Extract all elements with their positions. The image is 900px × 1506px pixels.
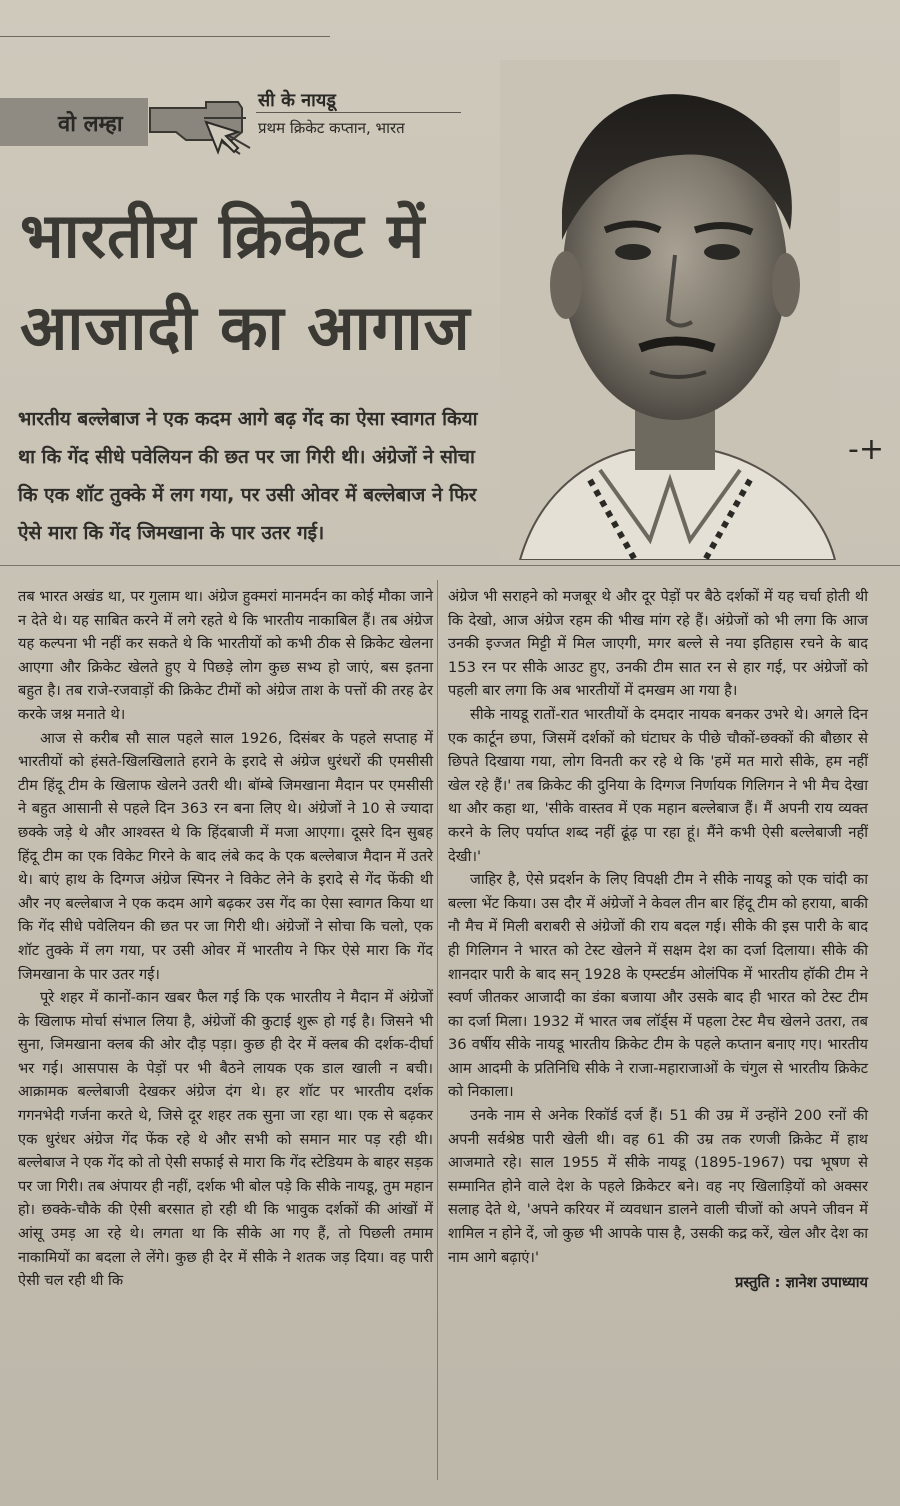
byline-role: प्रथम क्रिकेट कप्तान, भारत — [258, 119, 405, 137]
paragraph: सीके नायडू रातों-रात भारतीयों के दमदार नायक बनकर उभरे थे। अगले दिन एक कार्टून छपा, जिसमें दर्शकों को घंटाघर के पीछे चौकों-छक्कों की बौछार से छिपते दिखाया गया, लोग विनती कर रहे थे कि 'हमें मत मारो सीके, हम नहीं खेल रहे हैं।' तब क्रिकेट की दुनिया के दिग्गज निर्णायक गिलिगन ने भी मैच देखा था और कहा था, 'सीके वास्तव में एक महान बल्लेबाज हैं। मैं अपनी राय व्यक्त करने के लिए पर्याप्त शब्द नहीं ढूंढ़ पा रहा हूं। मैंने कभी ऐसी बल्लेबाजी नहीं देखी।' — [448, 705, 868, 865]
byline-rule — [256, 112, 461, 113]
standfirst: भारतीय बल्लेबाज ने एक कदम आगे बढ़ गेंद का ऐसा स्वागत किया था कि गेंद सीधे पवेलियन की छत पर जा गिरी थी। अंग्रेजों ने सोचा कि एक शॉट तुक्के में लग गया, पर उसी ओवर में बल्लेबाज ने फिर ऐसे मारा कि गेंद जिमखाना के पार उतर गई। — [18, 408, 478, 544]
top-rule — [0, 36, 330, 37]
headline — [20, 190, 540, 374]
byline-name: सी के नायडू — [258, 90, 336, 111]
body-column-left — [18, 585, 433, 1293]
body-column-right — [448, 585, 868, 1295]
column-tag-label: वो लम्हा — [58, 112, 123, 137]
paragraph: जाहिर है, ऐसे प्रदर्शन के लिए विपक्षी टीम ने सीके नायडू को एक चांदी का बल्ला भेंट किया। उस दौर में अंग्रेजों ने केवल तीन बार हिंदू टीम को हराया, बाकी नौ मैच में मिली बराबरी से अंग्रेजों की राय बदल गई। सीके की इस पारी के बाद ही गिलिगन ने भारत को टेस्ट खेलने में सक्षम देश का दर्जा दिलाया। सीके की शानदार पारी के बाद सन् 1928 के एम्स्टर्डम ओलंपिक में भारतीय हॉकी टीम ने स्वर्ण जीतकर आजादी का डंका बजाया और उसके बाद ही भारत को टेस्ट टीम का दर्जा मिला। 1932 में भारत जब लॉर्ड्स में पहला टेस्ट मैच खेलने उतरा, तब 36 वर्षीय सीके नायडू भारतीय क्रिकेट टीम के पहले कप्तान बनाए गए। भारतीय आम आदमी के प्रतिनिधि सीके ने राजा-महाराजाओं के चंगुल से भारतीय क्रिकेट को निकाला। — [448, 871, 868, 1101]
paragraph: तब भारत अखंड था, पर गुलाम था। अंग्रेज हुक्मरां मानमर्दन का कोई मौका जाने न देते थे। यह साबित करने में लगे रहते थे कि भारतीय नाकाबिल हैं। तब अंग्रेज यह कल्पना भी नहीं कर सकते थे कि भारतीयों को कभी ठीक से क्रिकेट खेलना आएगा और क्रिकेट खेलते हुए ये पिछड़े लोग कुछ सभ्य हो जाएं, बस इतना बहुत है। तब राजे-रजवाड़ों की क्रिकेट टीमों को अंग्रेज ताश के पत्तों की तरह ढेर करके जश्न मनाते थे। — [18, 588, 433, 723]
paragraph: आज से करीब सौ साल पहले साल 1926, दिसंबर के पहले सप्ताह में भारतीयों को हंसते-खिलखिलाते हराने के इरादे से अंग्रेज धुरंधरों की एमसीसी टीम हिंदू टीम के खिलाफ खेलने उतरी थी। बॉम्बे जिमखाना मैदान पर एमसीसी ने बहुत आसानी से पहले दिन 363 रन बना लिए थे। अंग्रेजों ने 10 से ज्यादा छक्के जड़े थे और आश्वस्त थे कि हिंदबाजी में मजा आएगा। दूसरे दिन सुबह हिंदू टीम का एक विकेट गिरने के बाद लंबे कद के एक बल्लेबाज मैदान में उतरे थे। बाएं हाथ के दिग्गज अंग्रेज स्पिनर ने विकेट लेने के इरादे से गेंद फेंकी थी और नए बल्लेबाज ने एक कदम आगे बढ़कर उस गेंद का ऐसा स्वागत किया था कि गेंद सीधे पवेलियन की छत पर जा गिरी थी। अंग्रेजों ने सोचा कि चलो, एक शॉट तुक्के में लग गया, पर उसी ओवर में भारतीय ने फिर ऐसे मारा कि गेंद जिमखाना के पार उतर गई। — [18, 729, 433, 983]
headline-line-1: भारतीय क्रिकेट में — [20, 199, 426, 272]
headline-line-2: आजादी का आगाज — [20, 291, 471, 364]
crop-mark-icon: ‑+ — [848, 432, 884, 467]
column-tag — [0, 98, 148, 146]
paragraph: अंग्रेज भी सराहने को मजबूर थे और दूर पेड़ों पर बैठे दर्शकों में यह चर्चा होती थी कि देखो, आज अंग्रेज रहम की भीख मांग रहे हैं। अंग्रेजों को भी लगा कि आज उनकी इज्जत मिट्टी में मिल जाएगी, मगर बल्ले से नया इतिहास रचने के बाद 153 रन पर सीके आउट हुए, उनकी टीम सात रन से हार गई, पर अंग्रेजों को पहली बार लगा कि अब भारतीयों में दमखम आ गया है। — [448, 588, 868, 700]
column-rule — [437, 580, 438, 1480]
portrait-photo — [500, 60, 840, 560]
section-divider — [0, 565, 900, 566]
author-credit: प्रस्तुति : ज्ञानेश उपाध्याय — [735, 1274, 868, 1292]
pointing-hand-icon — [146, 88, 256, 158]
paragraph: पूरे शहर में कानों-कान खबर फैल गई कि एक भारतीय ने मैदान में अंग्रेजों के खिलाफ मोर्चा संभाल लिया है, अंग्रेजों की कुटाई शुरू हो गई है। जिसने भी सुना, जिमखाना क्लब की ओर दौड़ पड़ा। कुछ ही देर में क्लब की दर्शक-दीर्घा भर गई। आसपास के पेड़ों पर भी बैठने लायक एक डाल खाली न बची। आक्रामक बल्लेबाजी देखकर अंग्रेज दंग थे। हर शॉट पर भारतीय दर्शक गगनभेदी गर्जना करते थे, जिसे दूर शहर तक सुना जा रहा था। एक से बढ़कर एक धुरंधर अंग्रेज गेंद फेंक रहे थे और सभी को समान मार पड़ रही थी। बल्लेबाज ने एक गेंद को तो ऐसी सफाई से मारा कि गेंद स्टेडियम के बाहर सड़क पर जा गिरी। तब अंपायर ही नहीं, दर्शक भी बोल पड़े कि सीके नायडू, तुम महान हो। छक्के-चौके की ऐसी बरसात हो रही थी कि भावुक दर्शकों की आंखों में आंसू उमड़ आ रहे थे। लगता था कि सीके आ गए हैं, तो पिछली तमाम नाकामियों का बदला ले लेंगे। कुछ ही देर में सीके ने शतक जड़ दिया। वह पारी ऐसी चल रही थी कि — [18, 989, 434, 1290]
paragraph: उनके नाम से अनेक रिकॉर्ड दर्ज हैं। 51 की उम्र में उन्होंने 200 रनों की अपनी सर्वश्रेष्ठ पारी खेली थी। वह 61 की उम्र तक रणजी क्रिकेट में हाथ आजमाते रहे। साल 1955 में सीके नायडू (1895-1967) पद्म भूषण से सम्मानित होने वाले देश के पहले क्रिकेटर बने। वह नए खिलाड़ियों को अक्सर सलाह देते थे, 'अपने करियर में व्यवधान डालने वाली चीजों को अपने जीवन में शामिल न होने दें, जो कुछ भी आपके पास है, उसकी कद्र करें, खेल और देश का नाम आगे बढ़ाएं।' — [448, 1107, 868, 1266]
